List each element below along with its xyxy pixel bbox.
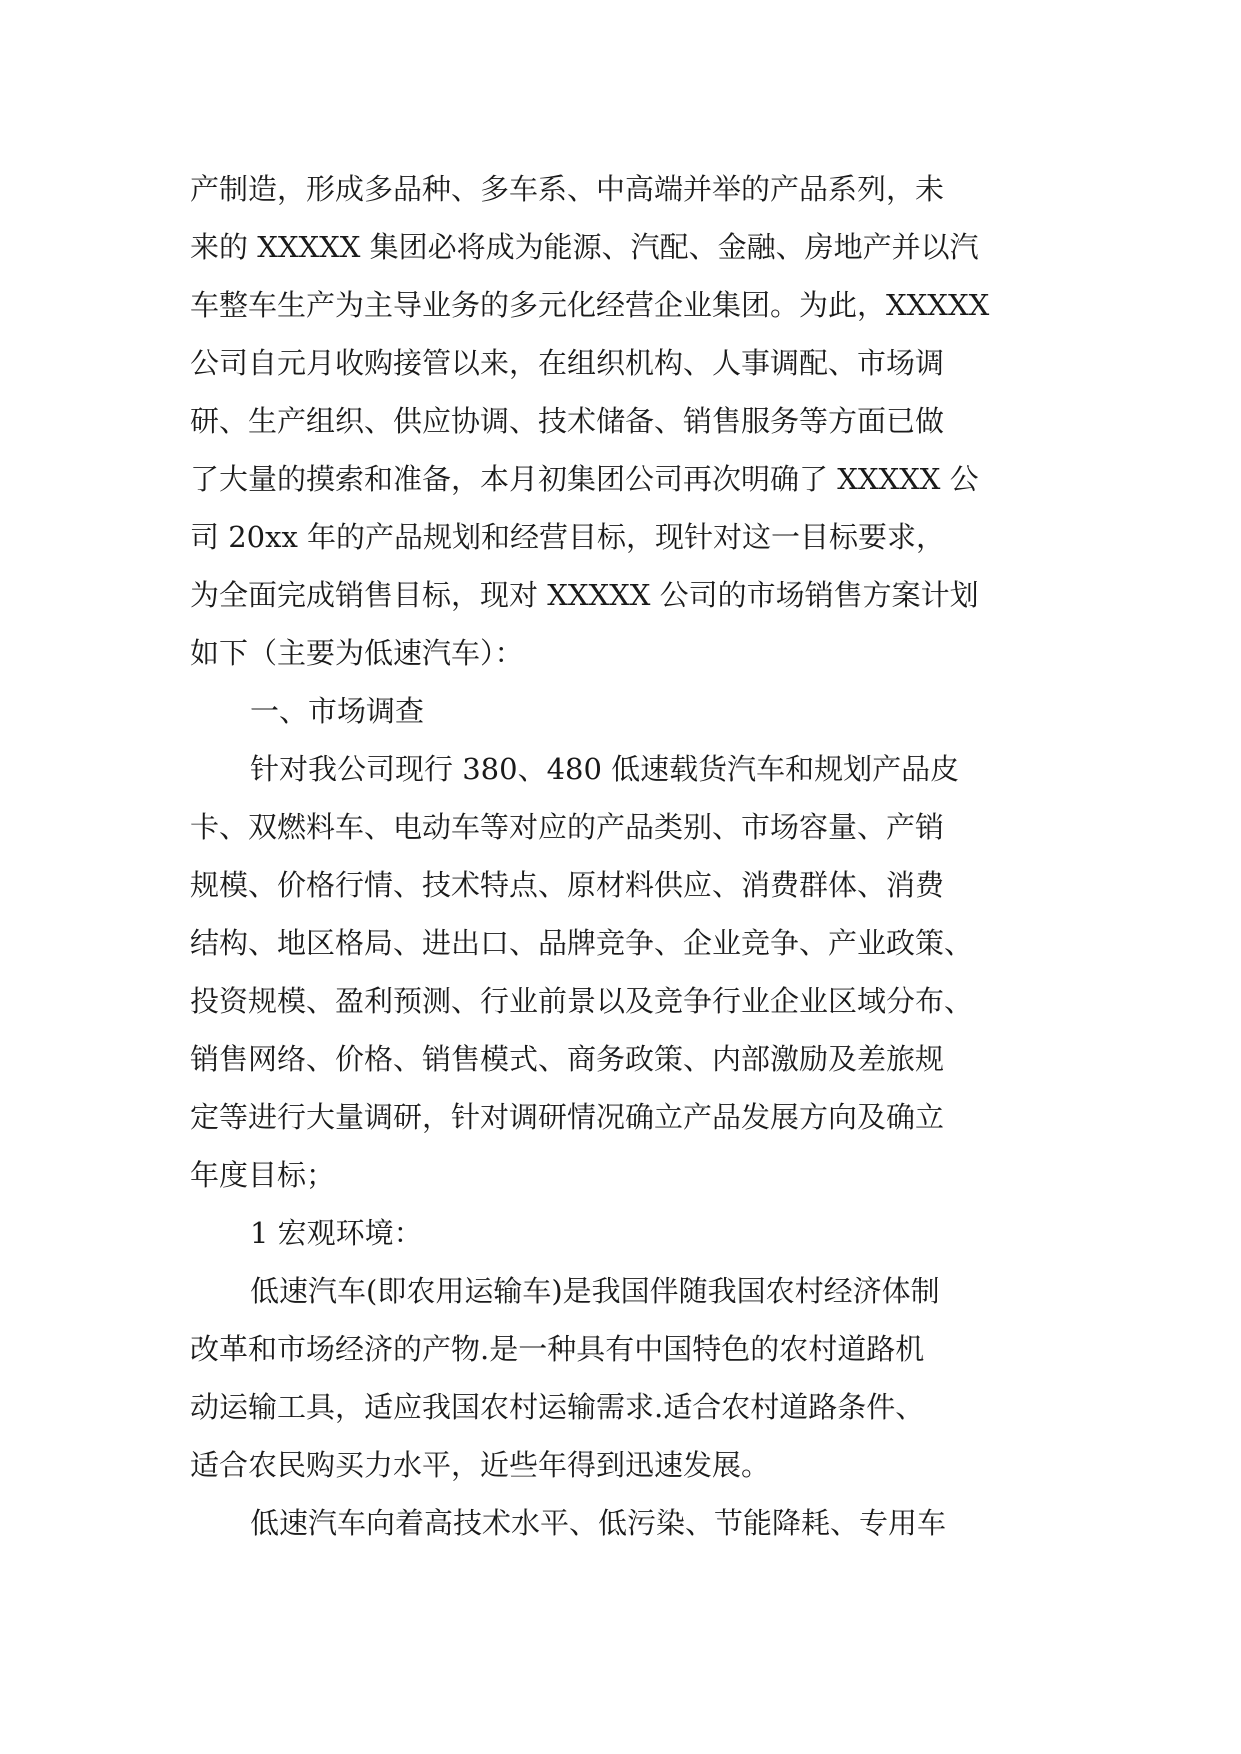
text-line: 年度目标； <box>190 1158 336 1192</box>
text-line: 规模、价格行情、技术特点、原材料供应、消费群体、消费 <box>190 868 945 902</box>
text-line: 投资规模、盈利预测、行业前景以及竞争行业企业区域分布、 <box>190 984 974 1018</box>
text-line: 结构、地区格局、进出口、品牌竞争、企业竞争、产业政策、 <box>190 926 974 960</box>
text-line: 车整车生产为主导业务的多元化经营企业集团。为此，XXXXX <box>190 288 990 322</box>
text-line: 销售网络、价格、销售模式、商务政策、内部激励及差旅规 <box>190 1042 945 1076</box>
text-line: 动运输工具，适应我国农村运输需求.适合农村道路条件、 <box>190 1390 925 1424</box>
text-line: 低速汽车向着高技术水平、低污染、节能降耗、专用车 <box>250 1506 947 1540</box>
text-line: 适合农民购买力水平，近些年得到迅速发展。 <box>190 1448 771 1482</box>
text-line: 如下（主要为低速汽车）： <box>190 636 524 670</box>
text-line: 产制造，形成多品种、多车系、中高端并举的产品系列，未 <box>190 172 945 206</box>
text-line: 研、生产组织、供应协调、技术储备、销售服务等方面已做 <box>190 404 945 438</box>
text-line: 来的 XXXXX 集团必将成为能源、汽配、金融、房地产并以汽 <box>190 230 979 264</box>
text-line: 1 宏观环境： <box>250 1216 423 1250</box>
text-line: 卡、双燃料车、电动车等对应的产品类别、市场容量、产销 <box>190 810 945 844</box>
text-line: 了大量的摸索和准备，本月初集团公司再次明确了 XXXXX 公 <box>190 462 979 496</box>
text-line: 低速汽车(即农用运输车)是我国伴随我国农村经济体制 <box>250 1274 940 1308</box>
text-line: 改革和市场经济的产物.是一种具有中国特色的农村道路机 <box>190 1332 925 1366</box>
text-line: 定等进行大量调研，针对调研情况确立产品发展方向及确立 <box>190 1100 945 1134</box>
text-line: 公司自元月收购接管以来，在组织机构、人事调配、市场调 <box>190 346 945 380</box>
text-line: 一、市场调查 <box>250 694 425 728</box>
text-line: 司 20xx 年的产品规划和经营目标，现针对这一目标要求， <box>190 520 946 554</box>
document-body <box>190 160 1052 1552</box>
text-line: 针对我公司现行 380、480 低速载货汽车和规划产品皮 <box>250 752 960 786</box>
text-line: 为全面完成销售目标，现对 XXXXX 公司的市场销售方案计划 <box>190 578 979 612</box>
